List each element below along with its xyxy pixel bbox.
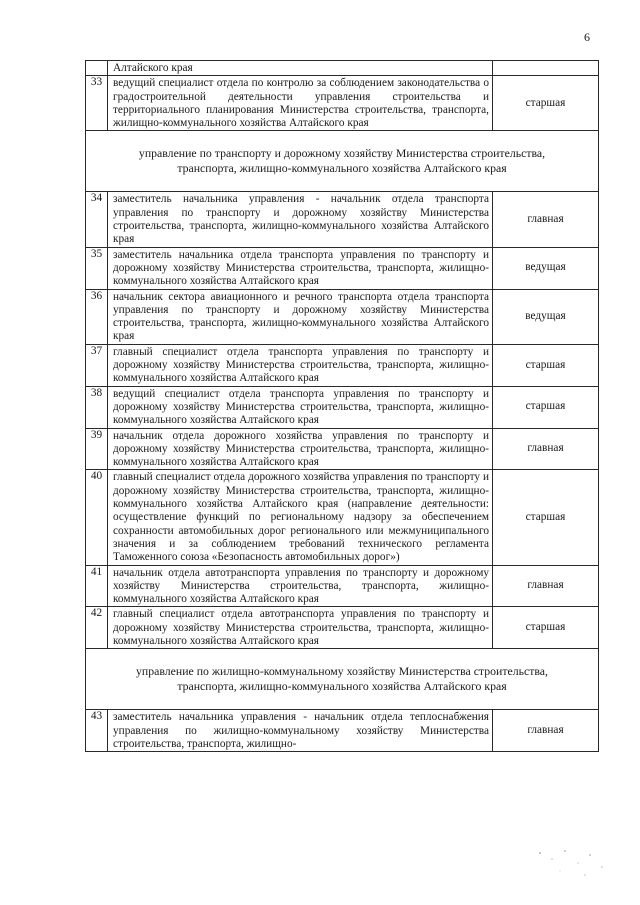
page-number: 6 <box>584 30 590 44</box>
table-row <box>86 386 599 428</box>
row-number: 38 <box>86 386 108 428</box>
table-row <box>86 192 599 247</box>
row-grade: старшая <box>493 607 599 649</box>
row-description: главный специалист отдела транспорта управления по транспорту и дорожному хозяйству Министерства строительства, транспорта, жилищно-коммунального хозяйства Алтайского края <box>108 344 493 386</box>
row-grade: ведущая <box>493 247 599 289</box>
table-row <box>86 289 599 344</box>
row-description: заместитель начальника отдела транспорта управления по транспорту и дорожному хозяйству Министерства строительства, транспорта, жилищно-коммунального хозяйства Алтайского края <box>108 247 493 289</box>
row-description: начальник отдела автотранспорта управления по транспорту и дорожному хозяйству Министерства строительства, транспорта, жилищно-коммунального хозяйства Алтайского края <box>108 565 493 607</box>
table-row <box>86 607 599 649</box>
section-title-text: управление по транспорту и дорожному хозяйству Министерства строительства, транспорта, жилищно-коммунального хозяйства Алтайского края <box>138 146 546 176</box>
row-number: 37 <box>86 344 108 386</box>
row-number: 41 <box>86 565 108 607</box>
row-number: 33 <box>86 76 108 131</box>
row-number <box>86 61 108 76</box>
row-grade: главная <box>493 565 599 607</box>
section-title <box>86 131 599 192</box>
section-header-row <box>86 649 599 710</box>
section-header-row <box>86 131 599 192</box>
row-number: 39 <box>86 428 108 470</box>
row-number: 43 <box>86 710 108 752</box>
section-title <box>86 649 599 710</box>
row-grade: главная <box>493 710 599 752</box>
positions-table <box>85 60 599 752</box>
table-row <box>86 565 599 607</box>
row-description: начальник сектора авиационного и речного транспорта отдела транспорта управления по транспорту и дорожному хозяйству Министерства строительства, транспорта, жилищно-коммунального хозяйства Алтайского края <box>108 289 493 344</box>
row-description: ведущий специалист отдела по контролю за соблюдением законодательства о градостроительной деятельности управления строительства и территориального планирования Министерства строительства, транспорта, жилищно-коммунального хозяйства Алтайского края <box>108 76 493 131</box>
table-row <box>86 470 599 565</box>
scan-specks <box>530 845 620 885</box>
row-description: заместитель начальника управления - начальник отдела транспорта управления по транспорту и дорожному хозяйству Министерства строительства, транспорта, жилищно-коммунального хозяйства Алтайского края <box>108 192 493 247</box>
row-grade: главная <box>493 192 599 247</box>
row-grade: старшая <box>493 344 599 386</box>
table-row <box>86 428 599 470</box>
row-grade: старшая <box>493 386 599 428</box>
row-description: главный специалист отдела автотранспорта управления по транспорту и дорожному хозяйству Министерства строительства, транспорта, жилищно-коммунального хозяйства Алтайского края <box>108 607 493 649</box>
row-description: начальник отдела дорожного хозяйства управления по транспорту и дорожному хозяйству Министерства строительства, транспорта, жилищно-коммунального хозяйства Алтайского края <box>108 428 493 470</box>
row-number: 42 <box>86 607 108 649</box>
row-description: заместитель начальника управления - начальник отдела теплоснабжения управления по жилищно-коммунальному хозяйству Министерства строительства, транспорта, жилищно- <box>108 710 493 752</box>
table-row <box>86 61 599 76</box>
row-number: 35 <box>86 247 108 289</box>
row-number: 40 <box>86 470 108 565</box>
row-description: ведущий специалист отдела транспорта управления по транспорту и дорожному хозяйству Министерства строительства, транспорта, жилищно-коммунального хозяйства Алтайского края <box>108 386 493 428</box>
row-grade: старшая <box>493 470 599 565</box>
row-number: 34 <box>86 192 108 247</box>
table-row <box>86 344 599 386</box>
section-title-text: управление по жилищно-коммунальному хозяйству Министерства строительства, транспорта, жилищно-коммунального хозяйства Алтайского края <box>136 664 548 694</box>
row-grade: ведущая <box>493 289 599 344</box>
row-grade: старшая <box>493 76 599 131</box>
row-description: Алтайского края <box>108 61 493 76</box>
row-grade <box>493 61 599 76</box>
table-row <box>86 76 599 131</box>
row-description: главный специалист отдела дорожного хозяйства управления по транспорту и дорожному хозяйству Министерства строительства, транспорта, жилищно-коммунального хозяйства Алтайского края (направление деятельности: осуществление функций по региональному надзору за обеспечением сохранности автомобильных дорог регионального или межмуниципального значения и за соблюдением требований технического регламента Таможенного союза «Безопасность автомобильных дорог») <box>108 470 493 565</box>
table-row <box>86 710 599 752</box>
row-number: 36 <box>86 289 108 344</box>
table-row <box>86 247 599 289</box>
row-grade: главная <box>493 428 599 470</box>
